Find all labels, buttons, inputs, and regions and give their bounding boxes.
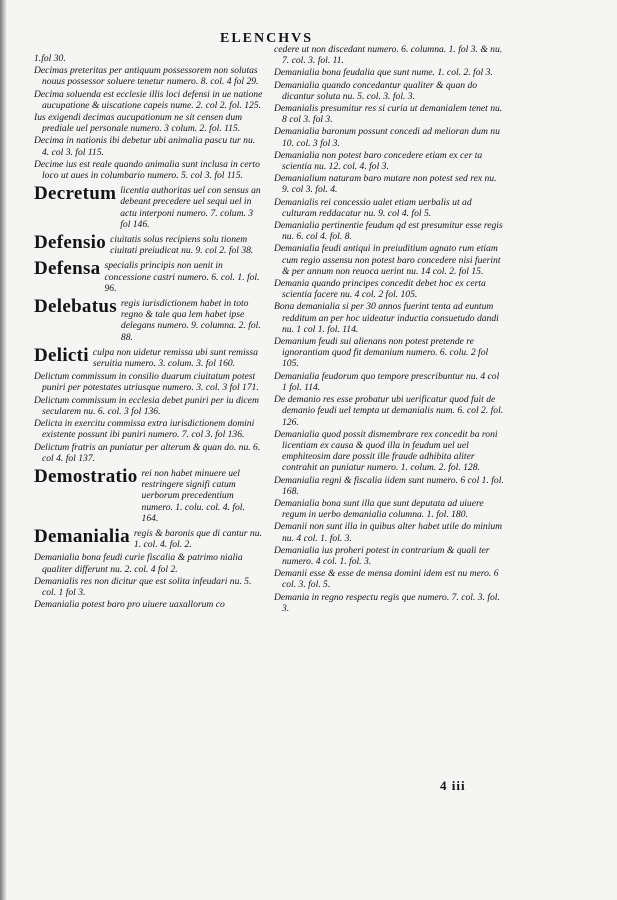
index-entry: 1.fol 30. (34, 53, 66, 64)
index-entry: Demanialis res non dicitur que est solita infeudari nu. 5. col. 1 fol 3. (34, 575, 252, 598)
index-entry: Demanialia baronum possunt concedi ad melioran dum nu 10. col. 3 fol 3. (274, 126, 500, 149)
index-entry: Decimas preteritas per antiquum possessorem non solutas nouus possessor soluere tenetur numero. 8. col. 4 fol 29. (34, 65, 259, 88)
index-entry: Demanialia bona sunt illa que sunt deputata ad uiuere regum in uerbo demanialia columna. 1. fol. 180. (274, 497, 484, 521)
index-entry: Demanialia ius proheri potest in contrarium & quali ter numero. 4 col. 1. fol. 3. (274, 544, 490, 567)
heading-word: Demanialia (34, 525, 130, 547)
heading-text: regis & baronis que di cantur nu. 1. col. 4. fol. 2. (133, 527, 262, 551)
index-entry: cedere ut non discedant numero. 6. columna. 1. fol 3. & nu. 7. col. 3. fol. 11. (274, 44, 503, 67)
index-entry: Demanialia quando concedantur qualiter & quan do dicantur soluta nu. 5. col. 3. fol. 3. (274, 79, 478, 102)
heading-text: specialis principis non uenit in concessione castri numero. 6. col. 1. fol. 96. (104, 260, 260, 294)
index-entry: Demanialis presumitur res si curia ut demanialem tenet nu. 8 col 3. fol 3. (274, 103, 503, 126)
index-entry: Delictum fratris an puniatur per alterum & quan do. nu. 6. col 4. fol 137. (34, 441, 261, 464)
index-entry: Demanium feudi sui alienans non potest pretende re ignorantiam quod fit demanium numero. 6. colu. 2 fol 105. (274, 336, 489, 370)
index-entry: Decima in nationis ibi debetur ubi animalia pascu tur nu. 4. col 3. fol 115. (34, 135, 256, 158)
heading-text: ciuitatis solus recipiens solu tionem ciuitati preiudicat nu. 9. col 2. fol 38. (110, 234, 254, 257)
index-entry: Demanialis rei concessio ualet etiam uerbalis ut ad culturam reddacatur nu. 9. col 4. fol 5. (274, 196, 472, 219)
index-heading-entry (34, 527, 264, 550)
index-heading-entry (34, 346, 264, 369)
heading-text: rei non habet minuere uel restringere signifi catum uerborum precedentium numero. 1. colu. col. 4. fol. 164. (141, 467, 245, 524)
index-entry: Demania in regno respectu regis que numero. 7. col. 3. fol. 3. (274, 591, 500, 614)
index-entry: Delictum commissum in ecclesia debet puniri per iu dicem secularem nu. 6. col. 3 fol 136. (34, 394, 259, 417)
index-entry: De demanio res esse probatur ubi uerificatur quod fuit de demanio feudi uel tempta ut demanialis num. 6. col 2. fol. 126. (274, 394, 504, 428)
left-column (34, 53, 264, 611)
index-entry: Ius exigendi decimas aucupationum ne sit censen dum prediale uel personale numero. 3 colum. 2. fol. 115. (34, 112, 243, 135)
signature-mark: 4 iii (440, 778, 466, 793)
heading-text: licentia authoritas uel con sensus an debeant precedere uel sequi uel in actu interponi numero. 7. colum. 3 fol 146. (120, 185, 261, 230)
index-entry: Demanialia potest baro pro uiuere uaxallorum co (34, 599, 225, 611)
index-entry: Bona demanialia si per 30 annos fuerint tenta ad euntum redditum an per hoc uideatur inductia consuetudo dandi nu. 1 col 1. fol. 114. (274, 301, 499, 335)
index-heading-entry (34, 467, 264, 524)
index-entry: Demanialia pertinentie feudum qd est presumitur esse regis nu. 6. col 4. fol. 8. (274, 220, 503, 243)
right-column (274, 44, 506, 615)
heading-word: Delebatus (34, 296, 117, 318)
index-entry: Delictum commissum in consilio duarum ciuitatum potest puniri per potestates utriusque numero. 3. col. 3 fol 171. (34, 371, 259, 394)
index-entry: Demanii non sunt illa in quibus alter habet utile do minium nu. 4 col. 1. fol. 3. (274, 521, 503, 544)
index-entry: Demanialia non potest baro concedere etiam ex cer ta scientia nu. 12. col. 4. fol 3. (274, 149, 483, 173)
index-entry: Demanialia quod possit dismembrare rex concedit ba roni licentiam ex causa & quod illa in feudum uel uel emphiteosim dare possit ille fraude adhibita aliter contrahit an puniatur numero. 1. colum. 2. fol. 128. (274, 428, 498, 474)
index-heading-entry (34, 233, 264, 256)
heading-text: regis iurisdictionem habet in toto regno & tale qua lem habet ipse delegans numero. 9. columna. 2. fol. 88. (120, 298, 261, 343)
index-entry: Decima soluenda est ecclesie illis loci defensi in ue natione aucupatione & uiscatione capeis nume. 2. col 2. fol. 125. (34, 88, 263, 111)
index-heading-entry (34, 184, 264, 230)
heading-word: Defensio (34, 232, 107, 254)
index-entry: Demania quando principes concedit debet hoc ex certa scientia facere nu. 4 col. 2 fol. 105. (274, 278, 486, 301)
index-entry: Demanialia regni & fiscalia iidem sunt numero. 6 col 1. fol. 168. (274, 474, 504, 497)
index-entry: Demanialia feudorum quo tempore prescribuntur nu. 4 col 1 fol. 114. (274, 370, 500, 393)
index-heading-entry (34, 259, 264, 294)
index-entry: Demanialia bona feudalia que sunt nume. 1. col. 2. fol 3. (274, 67, 493, 79)
index-heading-entry (34, 297, 264, 343)
heading-word: Delicti (34, 344, 89, 366)
heading-word: Demostratio (34, 465, 138, 487)
index-entry: Demanii esse & esse de mensa domini idem est nu mero. 6 col. 3. fol. 5. (274, 568, 499, 591)
heading-word: Decretum (34, 183, 117, 205)
index-entry: Decime ius est reale quando animalia sunt inclusa in certo loco ut aues in columbario numero. 5. col 3. fol 115. (34, 158, 260, 182)
index-entry: Demanialia feudi antiqui in preiuditium agnato rum etiam cum regio assensu non potest baro concedere nisi fuerint & per annum non reuoca uerint nu. 14 col. 2. fol 15. (274, 243, 501, 277)
index-entry: Delicta in exercitu commissa extra iurisdictionem domini existente possunt ibi puniri numero. 7. col 3. fol 136. (34, 418, 255, 441)
index-entry: Demanialia bona feudi curie fiscalia & patrimo nialia qualiter differunt nu. 2. col. 4 fol 2. (34, 552, 243, 575)
running-head: ELENCHVS (220, 31, 314, 46)
heading-text: culpa non uidetur remissa ubi sunt remissa seruitia numero. 3. colum. 3. fol 160. (92, 346, 258, 370)
page-edge-shadow (0, 0, 7, 900)
heading-word: Defensa (34, 258, 101, 280)
index-entry: Demanialium naturam baro mutare non potest sed rex nu. 9. col 3. fol. 4. (274, 173, 497, 196)
